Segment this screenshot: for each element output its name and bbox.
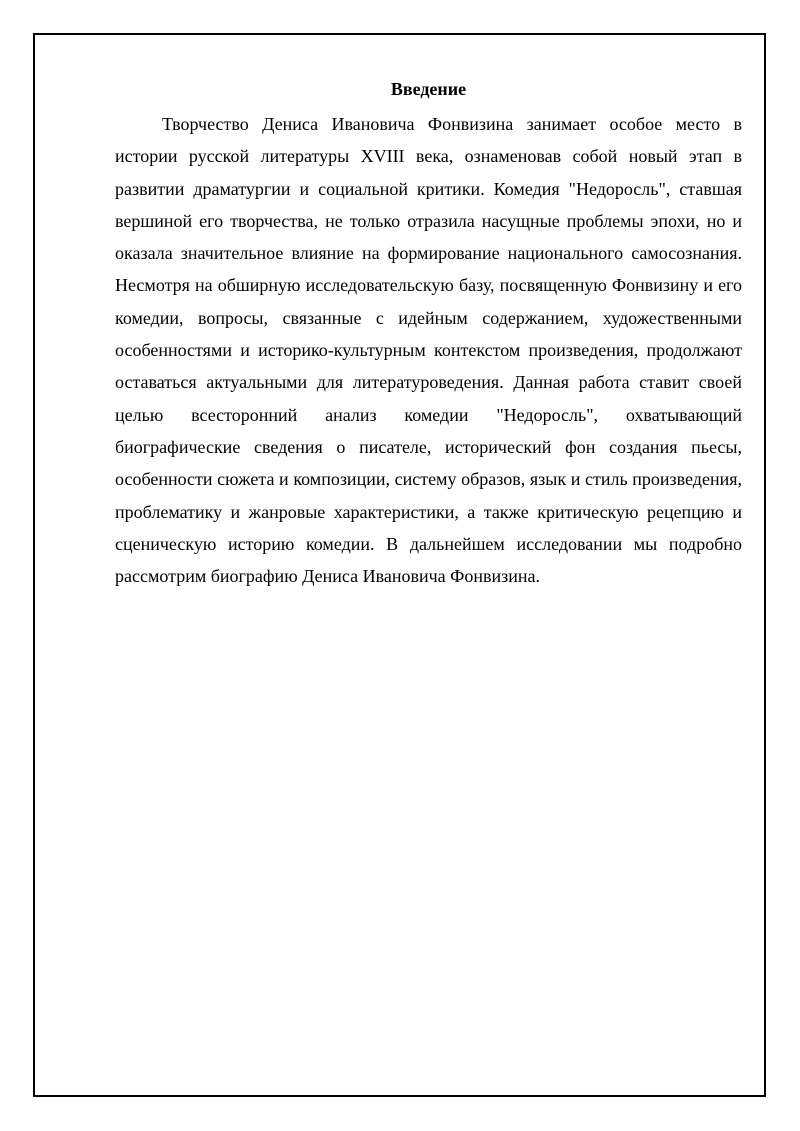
- body-paragraph: Творчество Дениса Ивановича Фонвизина занимает особое место в истории русской литературы XVIII века, ознаменовав собой новый этап в развитии драматургии и социальной критики. Комедия "Недоросль", ставшая вершиной его творчества, не только отразила насущные проблемы эпохи, но и оказала значительное влияние на формирование национального самосознания. Несмотря на обширную исследовательскую базу, посвященную Фонвизину и его комедии, вопросы, связанные с идейным содержанием, художественными особенностями и историко-культурным контекстом произведения, продолжают оставаться актуальными для литературоведения. Данная работа ставит своей целью всесторонний анализ комедии "Недоросль", охватывающий биографические сведения о писателе, исторический фон создания пьесы, особенности сюжета и композиции, систему образов, язык и стиль произведения, проблематику и жанровые характеристики, а также критическую рецепцию и сценическую историю комедии. В дальнейшем исследовании мы подробно рассмотрим биографию Дениса Ивановича Фонвизина.: [115, 114, 742, 587]
- page-content: [115, 78, 742, 592]
- section-heading: Введение: [390, 79, 467, 99]
